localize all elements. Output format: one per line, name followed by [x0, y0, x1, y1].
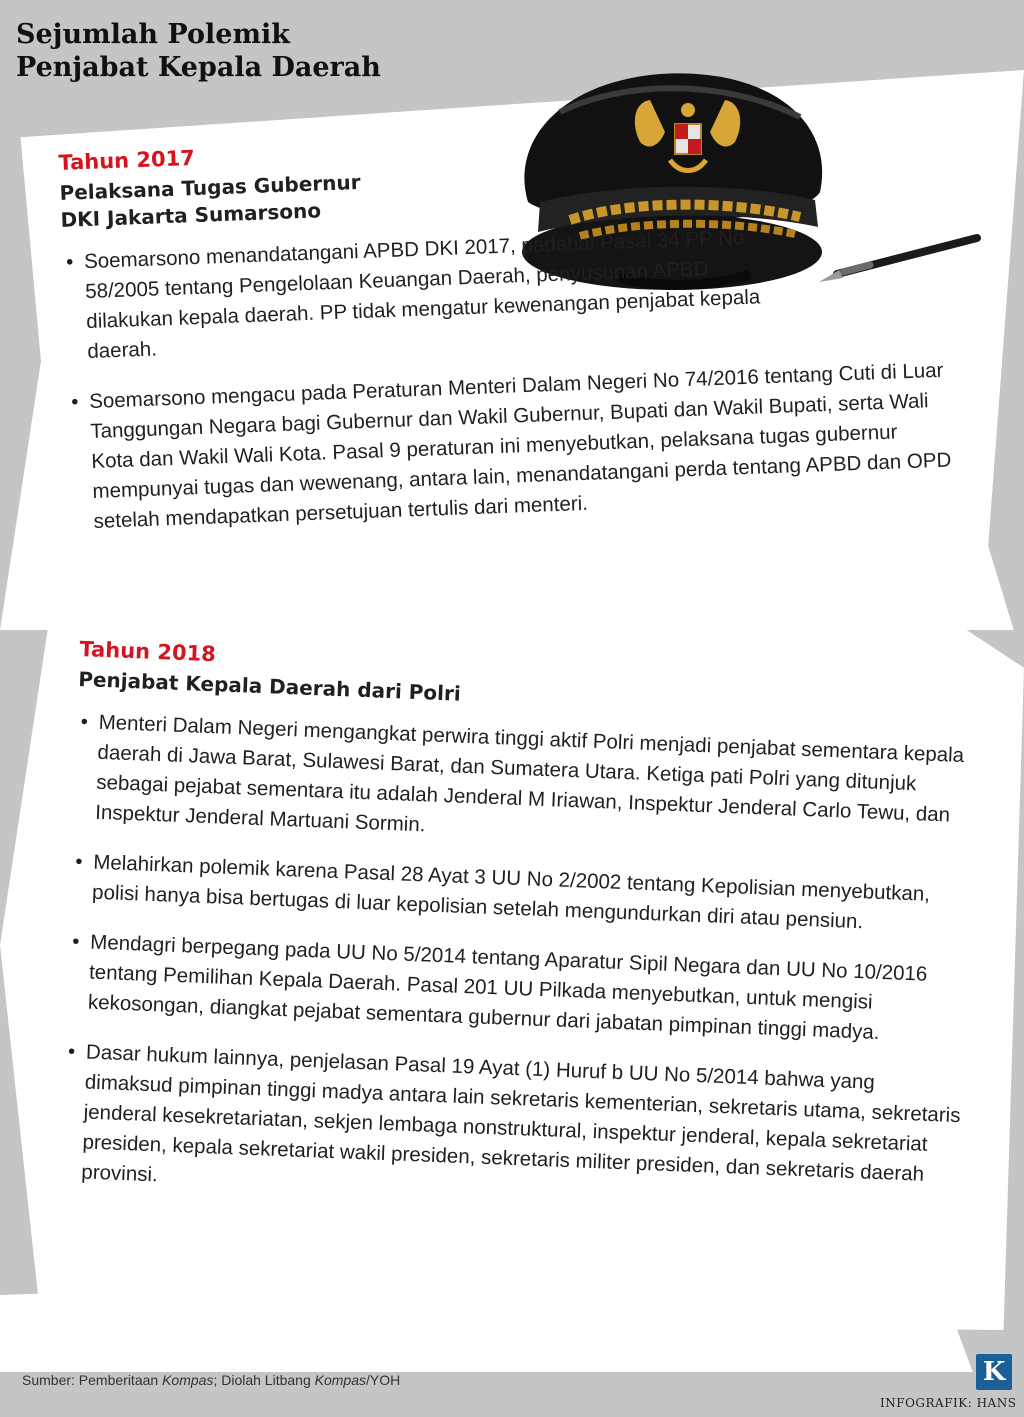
heading-2017-line-1: Pelaksana Tugas Gubernur: [59, 169, 361, 205]
section-2018: [58, 636, 979, 1241]
bullet-point: • Menteri Dalam Negeri mengangkat perwira tinggi aktif Polri menjadi penjabat sementara kepala daerah di Jawa Barat, Sulawesi Barat, dan Sumatera Utara. Ketiga pati Polri yang ditunjuk sebagai pejabat sementara itu adalah Jenderal M Iriawan, Inspektur Jenderal Carlo Tewu, dan Inspektur Jenderal Martuani Sormin.: [73, 707, 979, 862]
section-2017: [58, 116, 1002, 558]
bullet-point: • Melahirkan polemik karena Pasal 28 Ayat 3 UU No 2/2002 tentang Kepolisian menyebutkan, polisi hanya bisa bertugas di luar kepolisian setelah mengundurkan diri atau pensiun.: [70, 847, 974, 942]
page-title: [16, 18, 381, 84]
heading-2017-line-2: DKI Jakarta Sumarsono: [60, 198, 322, 232]
infographic-credit: INFOGRAFIK: HANS: [880, 1396, 1017, 1410]
section-heading-2018: Penjabat Kepala Daerah dari Polri: [77, 666, 462, 706]
source-note: [22, 1372, 400, 1388]
source-kompas-2: Kompas: [314, 1372, 366, 1388]
bullet-point: • Dasar hukum lainnya, penjelasan Pasal 19 Ayat (1) Huruf b UU No 5/2014 bahwa yang dimaksud pimpinan tinggi madya antara lain sekretaris kementerian, sekretaris utama, sekretaris jenderal kesekretariatan, sekjen lembaga nonstruktural, inspektur jenderal, kepala sekretariat presiden, kepala sekretariat wakil presiden, sekretaris militer presiden, dan sekretaris daerah provinsi.: [59, 1037, 966, 1222]
year-label-2017: Tahun 2017: [58, 146, 196, 175]
kompas-logo-icon: K: [976, 1354, 1012, 1390]
bullet-list-2017: [62, 214, 1002, 538]
bullet-point: • Mendagri berpegang pada UU No 5/2014 tentang Aparatur Sipil Negara dan UU No 10/2016 tentang Pemilihan Kepala Daerah. Pasal 201 UU Pilkada menyebutkan, untuk mengisi kekosongan, diangkat pejabat sementara gubernur dari jabatan pimpinan tinggi madya.: [65, 927, 970, 1052]
bullet-point: • Soemarsono menandatangani APBD DKI 2017, padahal Pasal 34 PP No 58/2005 tentang Pengelolaan Keuangan Daerah, penyusunan APBD dilakukan kepala daerah. PP tidak mengatur kewenangan penjabat kepala daerah.: [62, 222, 778, 368]
title-line-1: Sejumlah Polemik: [16, 19, 290, 50]
source-middle: ; Diolah Litbang: [213, 1372, 315, 1388]
source-prefix: Sumber: Pemberitaan: [22, 1372, 163, 1388]
source-suffix: /YOH: [365, 1372, 401, 1388]
year-label-2018: Tahun 2018: [79, 636, 217, 667]
bullet-list-2018: [59, 707, 977, 1221]
bullet-point: • Soemarsono mengacu pada Peraturan Menteri Dalam Negeri No 74/2016 tentang Cuti di Luar Tanggungan Negara bagi Gubernur dan Wakil Gubernur, Bupati dan Wakil Bupati, serta Wali Kota dan Wakil Wali Kota. Pasal 9 peraturan ini menyebutkan, pelaksana tugas gubernur mempunyai tugas dan wewenang, antara lain, menandatangani perda tentang APBD dan OPD setelah mendapatkan persetujuan tertulis dari menteri.: [67, 355, 974, 538]
source-kompas-1: Kompas: [162, 1372, 214, 1388]
title-line-2: Penjabat Kepala Daerah: [16, 52, 381, 83]
